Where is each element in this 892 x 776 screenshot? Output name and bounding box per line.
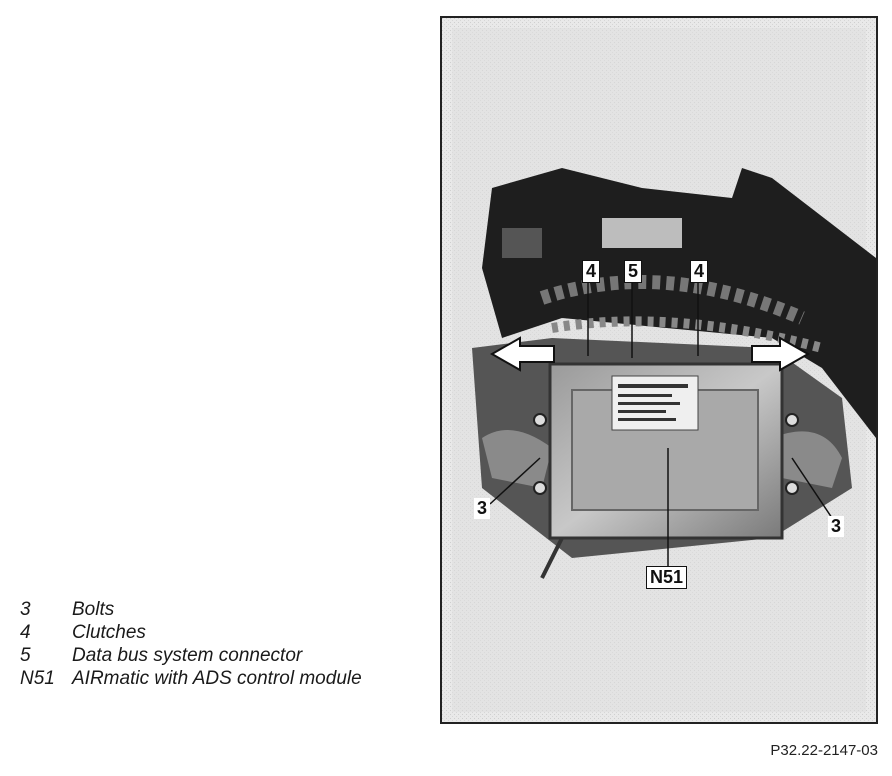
legend-label: Clutches [72, 622, 146, 643]
legend-item [20, 598, 362, 621]
callout-module: N51 [646, 566, 687, 589]
legend [20, 598, 362, 690]
callout-bolts-right: 3 [828, 516, 844, 537]
legend-label: Bolts [72, 599, 115, 620]
legend-label: AIRmatic with ADS control module [72, 668, 362, 689]
legend-key: N51 [20, 668, 55, 689]
callout-clutch-left: 4 [582, 260, 600, 283]
callout-connector: 5 [624, 260, 642, 283]
legend-key: 3 [20, 599, 31, 620]
legend-item [20, 667, 362, 690]
figure-id: P32.22-2147-03 [770, 742, 878, 759]
legend-key: 5 [20, 645, 31, 666]
component-photo [440, 16, 878, 724]
legend-key: 4 [20, 622, 31, 643]
legend-item [20, 621, 362, 644]
legend-label: Data bus system connector [72, 645, 303, 666]
callout-clutch-right: 4 [690, 260, 708, 283]
legend-item [20, 644, 362, 667]
callout-bolts-left: 3 [474, 498, 490, 519]
photo-illustration [442, 18, 876, 722]
